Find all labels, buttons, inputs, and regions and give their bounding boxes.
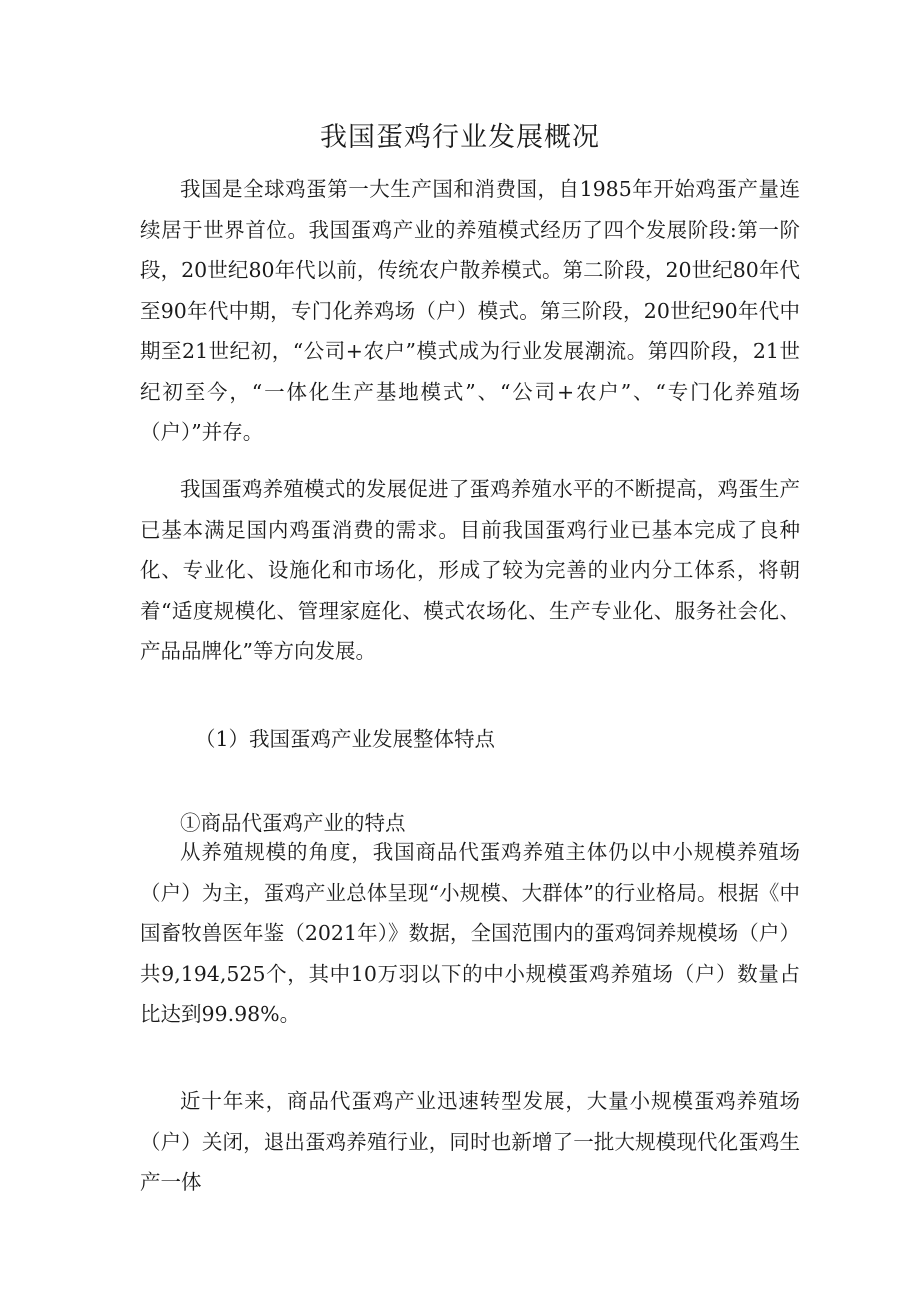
paragraph-3: 从养殖规模的角度，我国商品代蛋鸡养殖主体仍以中小规模养殖场（户）为主，蛋鸡产业总体呈现“小规模、大群体”的行业格局。根据《中国畜牧兽医年鉴（2021年）》数据，全国范围内的蛋鸡饲养规模场（户）共9,194,525个，其中10万羽以下的中小规模蛋鸡养殖场（户）数量占比达到99.98%。 — [140, 840, 800, 1026]
paragraph-4: 近十年来，商品代蛋鸡产业迅速转型发展，大量小规模蛋鸡养殖场（户）关闭，退出蛋鸡养殖行业，同时也新增了一批大规模现代化蛋鸡生产一体 — [140, 1089, 800, 1194]
section-heading-1: （1）我国蛋鸡产业发展整体特点 — [195, 727, 496, 751]
page-title: 我国蛋鸡行业发展概况 — [320, 122, 600, 153]
paragraph-1: 我国是全球鸡蛋第一大生产国和消费国，自1985年开始鸡蛋产量连续居于世界首位。我国蛋鸡产业的养殖模式经历了四个发展阶段:第一阶段，20世纪80年代以前，传统农户散养模式。第二阶段，20世纪80年代至90年代中期，专门化养鸡场（户）模式。第三阶段，20世纪90年代中期至21世纪初，“公司+农户”模式成为行业发展潮流。第四阶段，21世纪初至今，“一体化生产基地模式”、“公司+农户”、“专门化养殖场（户）”并存。 — [140, 177, 800, 444]
paragraph-2: 我国蛋鸡养殖模式的发展促进了蛋鸡养殖水平的不断提高，鸡蛋生产已基本满足国内鸡蛋消费的需求。目前我国蛋鸡行业已基本完成了良种化、专业化、设施化和市场化，形成了较为完善的业内分工体系，将朝着“适度规模化、管理家庭化、模式农场化、生产专业化、服务社会化、产品品牌化”等方向发展。 — [140, 477, 800, 663]
section-heading-2: ①商品代蛋鸡产业的特点 — [180, 811, 406, 835]
